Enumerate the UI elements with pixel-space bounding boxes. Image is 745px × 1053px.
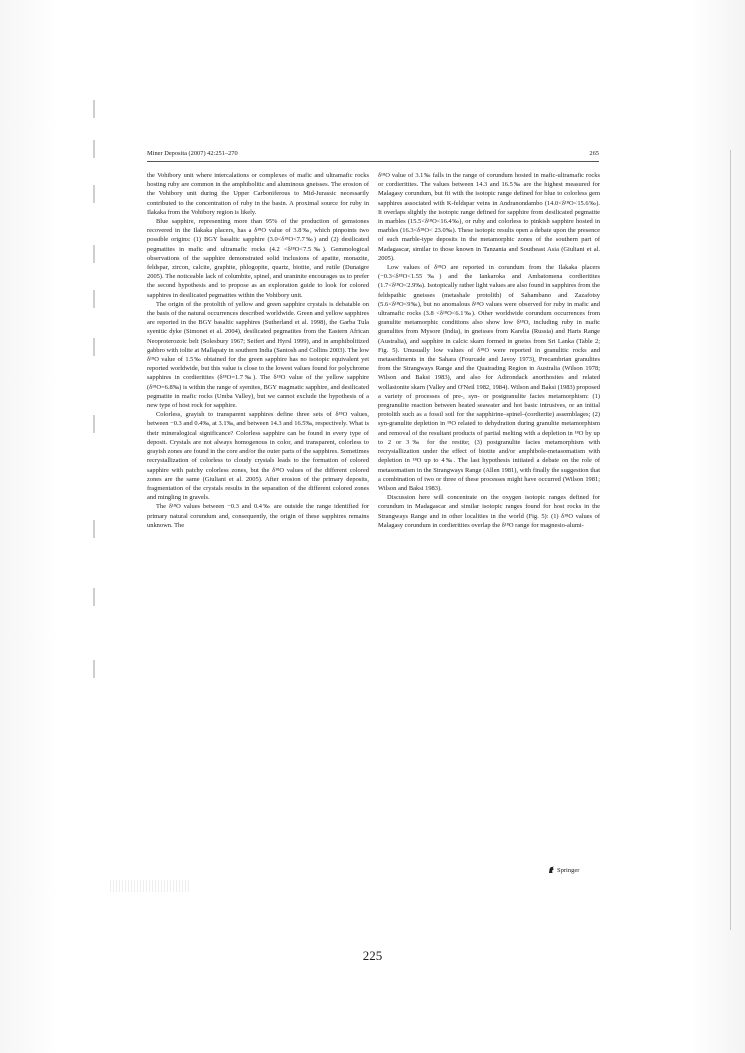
paragraph: The origin of the protolith of yellow and green sapphire crystals is debatable on the basis of the natural occurrences described worldwide. Green and yellow sapphires are reported in the BGY basaltic sapphires (Sutherland et al. 1998), the Garba Tula syenitic dyke (Simonet et al. 2004), desilicated pegmatites from the Eastern African Neoproterozoic belt (Solesbury 1967; Seifert and Hyrsl 1999), and in amphibolitized gabbro with iolite at Mallapaty in southern India (Santosh and Collins 2003). The low δ¹⁸O value of 1.5‰ obtained for the green sapphire has no isotopic equivalent yet reported worldwide, but this value is close to the lowest values found for polychrome sapphires in cordieritites (δ¹⁸O=1.7‰). The δ¹⁸O value of the yellow sapphire (δ¹⁸O=6.8‰) is within the range of syenites, BGY magmatic sapphire, and desilicated pegmatite in mafic rocks (Umba Valley), but we cannot exclude the hypothesis of a new type of host rock for sapphire. [147,300,369,410]
header-rule [147,161,599,162]
paragraph: Low values of δ¹⁸O are reported in corundum from the Ilakaka placers (−0.3<δ¹⁸O<1.55‰) and the Iankaroka and Ambatomena cordieritites (1.7<δ¹⁸O<2.9‰). Isotopically rather light values are also found in sapphires from the feldspathic gneisses (metashale protolith) of Sahambano and Zazafotsy (5.6<δ¹⁸O<9‰), but no anomalous δ¹⁸O values were observed for ruby in mafic and ultramafic rocks (3.8 <δ¹⁸O<6.1‰). Other worldwide corundum occurrences from granulite metamorphic conditions also show low δ¹⁸O, including ruby in mafic granulites from Mysore (India), in gneisses from Karelia (Russia) and Harts Range (Australia), and sapphire in calcic skarn formed in gneiss from Sri Lanka (Table 2; Fig. 5). Unusually low values of δ¹⁸O were reported in granulitic rocks and metasediments in the Sahara (Fourcade and Javoy 1973), Precambrian granulites from the Strangways Range and the Quairading Region in Australia (Wilson 1978; Wilson and Baksi 1983), and also for Adirondack anorthosites and related wollastonite skarn (Valley and O'Neil 1982, 1984). Wilson and Baksi (1983) proposed a variety of processes of pre-, syn- or postgranulite facies metamorphism: (1) pregranulite reaction between heated seawater and hot basic intrusives, or an initial protolith such as a fossil soil for the sapphirine–spinel–(cordierite) assemblages; (2) syn-granulite depletion in ¹⁸O related to dehydration during granulite metamorphism and removal of the resultant products of partial melting with a depletion in ¹⁸O by up to 2 or 3‰ for the restite; (3) postgranulite facies metamorphism with recrystallization under the effect of biotite and/or amphibole-metasomatism with depletion in ¹⁸O up to 4‰. The last hypothesis initiated a debate on the role of metasomatism in the Strangways Range (Allen 1981), with finally the suggestion that a combination of two or three of these processes might have occurred (Wilson 1981; Wilson and Baksi 1983). [378,264,600,492]
scan-margin-mark [93,588,95,606]
paragraph: the Vohibory unit where intercalations or complexes of mafic and ultramafic rocks hosting ruby are common in the amphibolitic and aluminous gneisses. The erosion of the Vohibory unit during the Upper Carboniferous to Mid-Jurassic necessarily contributed to the concentration of ruby in the basin. A proximal source for ruby in Ilakaka from the Vohibory region is likely. [147,172,369,216]
scan-margin-mark [93,185,95,203]
scan-margin-mark [93,660,95,678]
paragraph: The δ¹⁸O values between −0.3 and 0.4‰ are outside the range identified for primary natural corundum and, consequently, the origin of these sapphires remains unknown. The [147,503,369,529]
publisher-name: Springer [557,866,580,874]
left-column [147,171,369,530]
page-number: 265 [589,150,599,157]
scan-edge-line [730,150,731,930]
scan-margin-mark [93,100,95,118]
journal-citation: Miner Deposita (2007) 42:251–270 [147,150,238,157]
paragraph: δ¹⁸O value of 3.1‰ falls in the range of corundum hosted in mafic-ultramafic rocks or cordieritites. The values between 14.3 and 16.5‰ are the highest measured for Malagasy corundum, but fit with the isotopic range defined for blue to colorless gem sapphires associated with K-feldspar veins in Andranondambo (14.0<δ¹⁸O<15.6‰). It overlaps slightly the isotopic range defined for sapphire from desilicated pegmatite in marbles (15.5<δ¹⁸O<16.4‰), or ruby and colorless to pinkish sapphire hosted in marbles (16.3<δ¹⁸O< 23.0‰). These isotopic results open a debate upon the presence of such marble-type deposits in the metamorphic zones of the southern part of Madagascar, similar to those known in Tanzania and Southeast Asia (Giuliani et al. 2005). [378,172,600,262]
scan-margin-mark [93,520,95,538]
springer-horse-icon [548,866,555,874]
publisher-logo [548,866,579,874]
scan-margin-mark [93,415,95,433]
scan-smudge [110,880,190,892]
paragraph: Discussion here will concentrate on the oxygen isotopic ranges defined for corundum in Madagascar and similar isotopic ranges found for host rocks in the Strangways Range and in other localities in the world (Fig. 5): (1) δ¹⁸O values of Malagasy corundum in cordieritites overlap the δ¹⁸O range for magnesio-alumi- [378,494,600,529]
right-column [378,171,600,530]
scan-margin-mark [93,338,95,356]
paragraph: Blue sapphire, representing more than 95% of the production of gemstones recovered in the Ilakaka placers, has a δ¹⁸O value of 3.8‰, which pinpoints two possible origins: (1) BGY basaltic sapphire (3.0<δ¹⁸O<7.7‰) and (2) desilicated pegmatites in mafic and ultramafic rocks (4.2 <δ¹⁸O<7.5‰). Gemmological observations of the sapphire demonstrated solid inclusions of apatite, monazite, feldspar, zircon, calcite, graphite, phlogopite, quartz, biotite, and rutile (Dunaigre 2005). The noticeable lack of columbite, spinel, and uraninite encourages us to prefer the second hypothesis and to propose as an exploration guide to look for colored sapphires in desilicated pegmatites within the Vohibory unit. [147,218,369,299]
folio-number: 225 [362,948,383,963]
scan-margin-mark [93,140,95,158]
paragraph: Colorless, grayish to transparent sapphires define three sets of δ¹⁸O values, between −0.3 and 0.4‰, at 3.1‰, and between 14.3 and 16.5‰, respectively. What is their mineralogical significance? Colorless sapphire can be found in every type of deposit. Crystals are not always homogenous in color, and transparent, colorless to grayish zones are found in the core and/or the outer parts of the sapphires. Sometimes recrystallization of colorless to cloudy crystals leads to the formation of colored sapphire with patchy colorless zones, but the δ¹⁸O values of the different colored zones are the same (Giuliani et al. 2005). After erosion of the primary deposits, fragmentation of the crystals results in the separation of the different colored zones and mingling in gravels. [147,411,369,502]
scan-margin-mark [93,245,95,263]
scan-margin-mark [93,290,95,308]
